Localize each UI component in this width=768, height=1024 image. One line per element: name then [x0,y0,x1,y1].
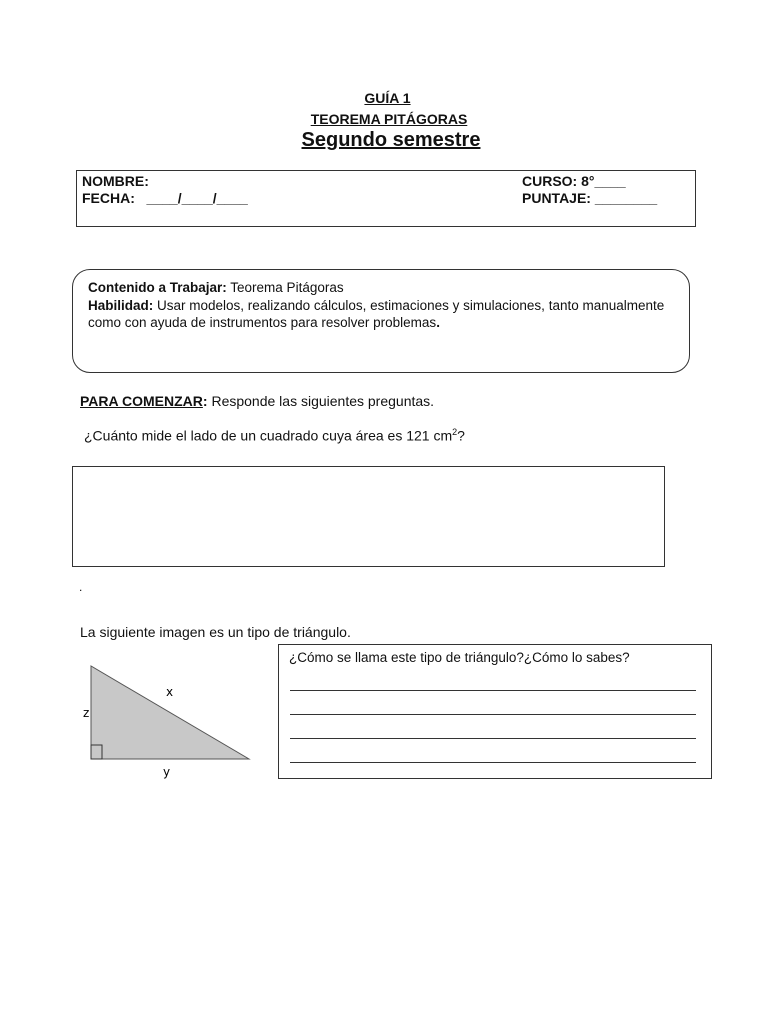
answer-line-3[interactable] [290,738,696,739]
topic-title: TEOREMA PITÁGORAS [310,111,468,127]
square-question [84,427,465,444]
triangle-shape [91,666,249,759]
triangle-question-box [278,644,712,779]
contenido-value: Teorema Pitágoras [226,280,344,295]
fecha-label: FECHA: ____/____/____ [82,190,248,206]
answer-line-4[interactable] [290,762,696,763]
habilidad-line [88,297,674,332]
answer-box[interactable] [72,466,665,567]
habilidad-label: Habilidad: [88,297,154,313]
square-question-sup: 2 [452,427,458,437]
triangle-intro: La siguiente imagen es un tipo de triángulo. [80,624,351,640]
guide-title: GUÍA 1 [364,90,411,106]
square-question-text: ¿Cuánto mide el lado de un cuadrado cuya área es 121 cm [84,427,453,444]
start-colon: : [202,393,208,409]
label-z: z [83,706,90,720]
puntaje-label: PUNTAJE: ________ [522,190,658,206]
student-info-box [76,170,696,227]
start-instruction [80,393,434,409]
contenido-line [88,279,674,297]
contenido-label: Contenido a Trabajar: [88,280,227,295]
triangle-question: ¿Cómo se llama este tipo de triángulo?¿Cómo lo sabes? [289,650,630,665]
start-text: Responde las siguientes preguntas. [207,393,435,409]
square-question-end: ? [457,427,465,444]
semester-title: Segundo semestre [301,129,481,151]
nombre-label: NOMBRE: [82,173,149,189]
answer-line-1[interactable] [290,690,696,691]
right-triangle-figure [78,660,258,782]
stray-dot: . [79,580,83,594]
habilidad-period: . [436,315,440,330]
content-box [72,269,690,373]
answer-line-2[interactable] [290,714,696,715]
label-y: y [163,765,171,779]
habilidad-value: Usar modelos, realizando cálculos, estimaciones y simulaciones, tanto manualmente como con ayuda de instrumentos para resolver problemas [88,297,665,330]
start-label: PARA COMENZAR [80,393,203,409]
label-x: x [166,685,174,699]
curso-label: CURSO: 8°____ [522,173,626,189]
